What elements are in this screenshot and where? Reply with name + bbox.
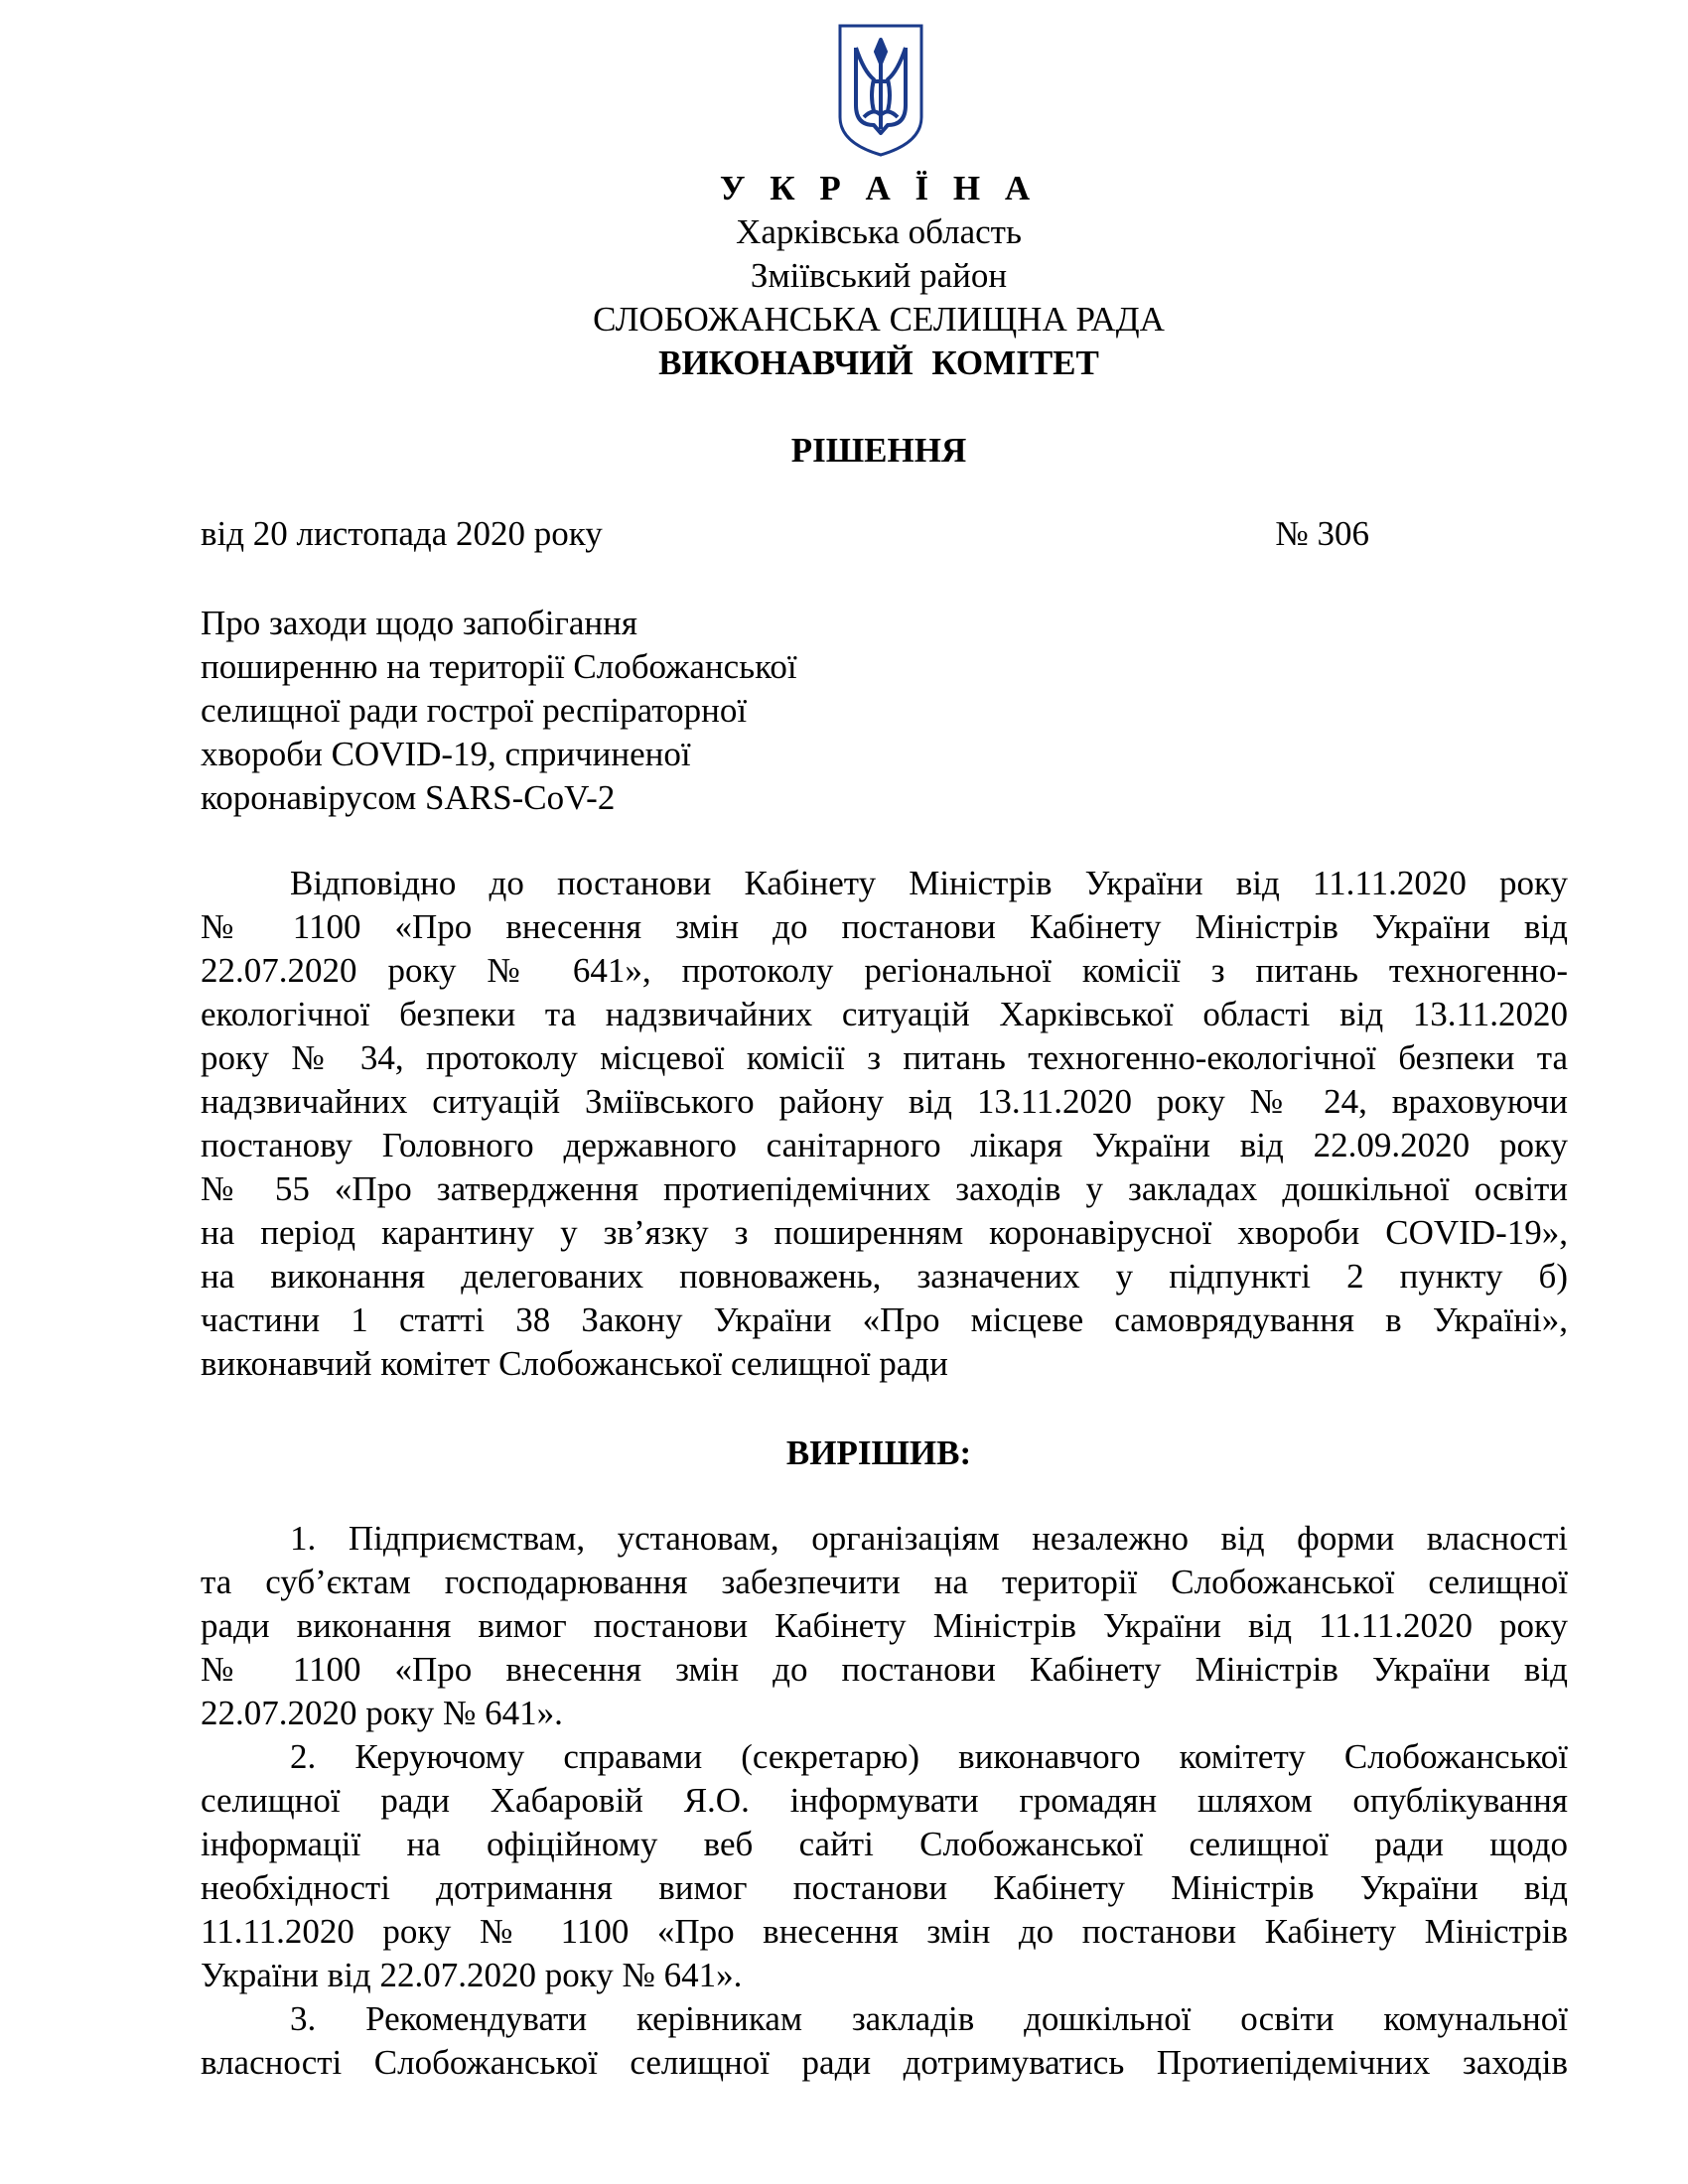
resolved-heading: ВИРІШИВ: (785, 1433, 972, 1472)
decision-items (201, 1517, 1568, 2085)
preamble-line: постанову Головного державного санітарного лікаря України від 22.09.2020 року (201, 1126, 1568, 1164)
item-line: селищної ради Хабаровій Я.О. інформувати громадян шляхом опублікування (201, 1781, 1568, 1820)
preamble-line: на виконання делегованих повноважень, зазначених у підпункті 2 пункту б) (201, 1257, 1568, 1296)
decision-date: від 20 листопада 2020 року (201, 514, 603, 553)
item-line: інформації на офіційному веб сайті Слобожанської селищної ради щодо (201, 1825, 1568, 1863)
item-line: необхідності дотримання вимог постанови Кабінету Міністрів України від (201, 1868, 1568, 1907)
subject-line: Про заходи щодо запобігання (201, 604, 637, 642)
item-line: та суб’єктам господарювання забезпечити на території Слобожанської селищної (201, 1563, 1568, 1601)
decision-number: № 306 (1275, 514, 1369, 553)
item-line: власності Слобожанської селищної ради дотримуватись Протиепідемічних заходів (201, 2043, 1568, 2082)
item-line: 11.11.2020 року № 1100 «Про внесення змін до постанови Кабінету Міністрів (201, 1912, 1568, 1951)
district-line: Зміївський район (750, 256, 1008, 295)
preamble-paragraph (201, 862, 1568, 1386)
document-header (0, 167, 1688, 385)
country-title: У К Р А Ї Н А (719, 169, 1039, 207)
tryzub-emblem-icon (834, 22, 927, 157)
preamble-line: на період карантину у зв’язку з поширенням коронавірусної хвороби COVID-19», (201, 1213, 1568, 1252)
subject-line: коронавірусом SARS-CoV-2 (201, 778, 616, 817)
preamble-line: року № 34, протоколу місцевої комісії з питань техногенно-екологічної безпеки та (201, 1038, 1568, 1077)
item-line: 1. Підприємствам, установам, організаціям незалежно від форми власності (290, 1519, 1568, 1558)
decision-subject (201, 602, 995, 820)
subject-line: селищної ради гострої респіраторної (201, 691, 748, 730)
preamble-line: № 1100 «Про внесення змін до постанови Кабінету Міністрів України від (201, 907, 1568, 946)
item-line: 2. Керуючому справами (секретарю) виконавчого комітету Слобожанської (290, 1737, 1568, 1776)
item-line: 22.07.2020 року № 641». (201, 1694, 563, 1732)
subject-line: хвороби COVID-19, спричиненої (201, 735, 691, 773)
item-line: № 1100 «Про внесення змін до постанови Кабінету Міністрів України від (201, 1650, 1568, 1689)
preamble-line: № 55 «Про затвердження протиепідемічних заходів у закладах дошкільної освіти (201, 1169, 1568, 1208)
subject-line: поширенню на території Слобожанської (201, 647, 797, 686)
decision-title: РІШЕННЯ (790, 431, 967, 470)
preamble-line: Відповідно до постанови Кабінету Міністрів України від 11.11.2020 року (290, 864, 1568, 902)
dateline (201, 512, 1369, 556)
item-line: 3. Рекомендувати керівникам закладів дошкільної освіти комунальної (290, 1999, 1568, 2038)
item-line: ради виконання вимог постанови Кабінету Міністрів України від 11.11.2020 року (201, 1606, 1568, 1645)
region-line: Харківська область (736, 212, 1022, 251)
preamble-line: частини 1 статті 38 Закону України «Про місцеве самоврядування в Україні», (201, 1300, 1568, 1339)
item-line: України від 22.07.2020 року № 641». (201, 1956, 743, 1994)
preamble-line: 22.07.2020 року № 641», протоколу регіональної комісії з питань техногенно- (201, 951, 1568, 990)
council-line: СЛОБОЖАНСЬКА СЕЛИЩНА РАДА (593, 300, 1165, 339)
committee-line: ВИКОНАВЧИЙ КОМІТЕТ (658, 343, 1099, 382)
preamble-line: надзвичайних ситуацій Зміївського району від 13.11.2020 року № 24, враховуючи (201, 1082, 1568, 1121)
preamble-line: екологічної безпеки та надзвичайних ситуацій Харківської області від 13.11.2020 (201, 995, 1568, 1033)
preamble-line: виконавчий комітет Слобожанської селищної ради (201, 1344, 948, 1383)
